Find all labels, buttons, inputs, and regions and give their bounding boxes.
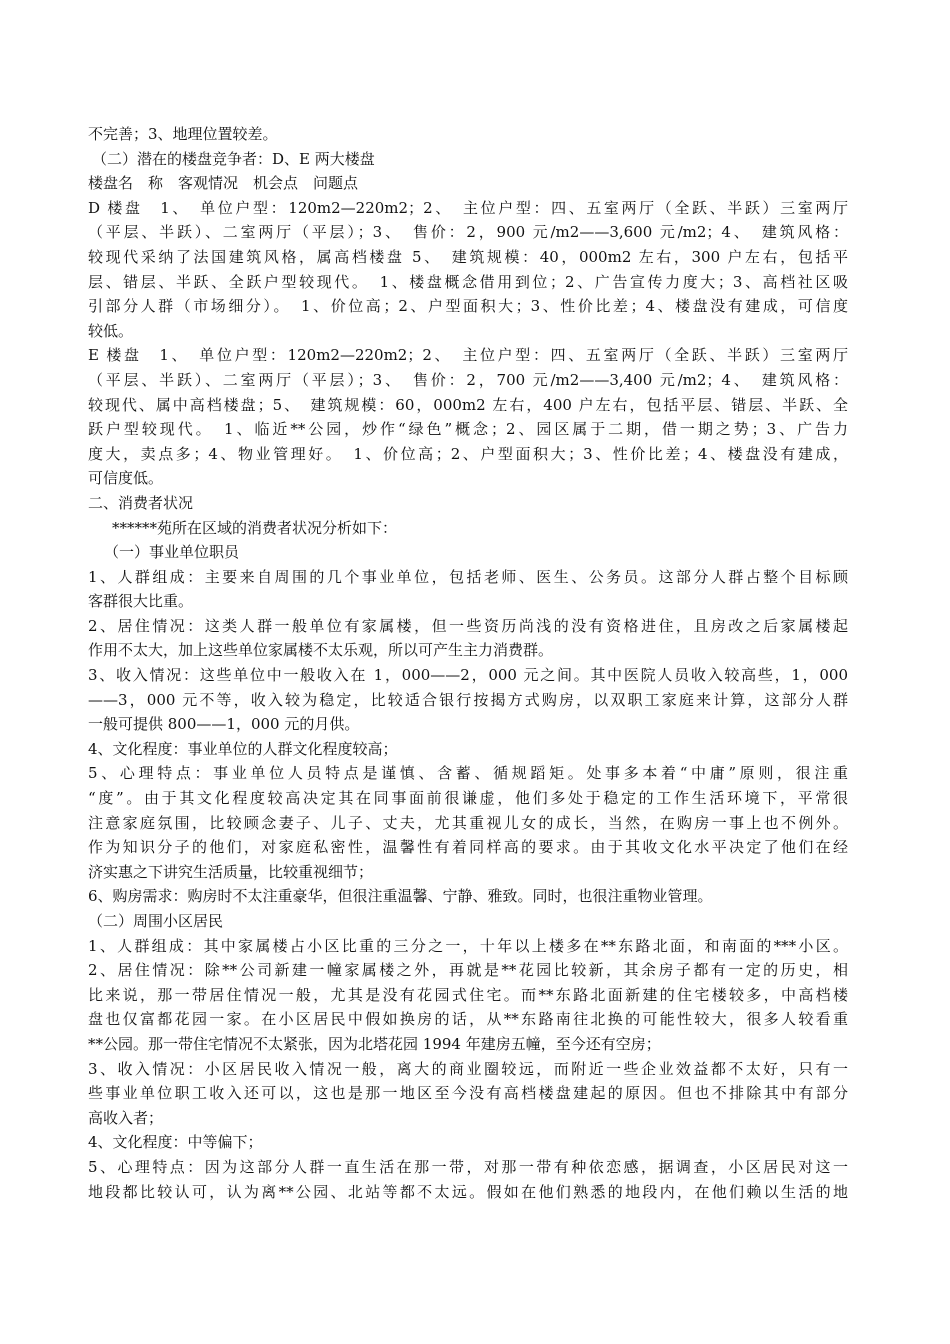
text-line: 不完善；3、地理位置较差。 [88,125,278,143]
text-line: 高收入者； [88,1108,164,1127]
text-line: 作为知识分子的他们，对家庭私密性，温馨性有着同样高的要求。由于其收文化水平决定了他们在经 [88,838,848,857]
text-line: 些事业单位职工收入还可以，这也是那一地区至今没有高档楼盘建起的原因。但也不排除其中有部分 [88,1084,848,1103]
text-line: 2、居住情况：这类人群一般单位有家属楼，但一些资历尚浅的没有资格进住，且房改之后家属楼起 [88,616,848,635]
text-line: **公园。那一带住宅情况不太紧张，因为北塔花园 1994 年建房五幢，至今还有空房； [88,1034,661,1053]
section-heading: （二）潜在的楼盘竞争者：D、E 两大楼盘 [92,149,375,168]
text-line: 注意家庭氛围，比较顾念妻子、儿子、丈夫，尤其重视儿女的成长，当然，在购房一事上也不例外。 [88,813,848,832]
text-line: 1、人群组成：主要来自周围的几个事业单位，包括老师、医生、公务员。这部分人群占整个目标顾 [88,567,848,586]
intro-line: ******苑所在区域的消费者状况分析如下： [112,518,398,537]
section-heading: 二、消费者状况 [88,493,194,512]
table-header-line: 楼盘名 称 客观情况 机会点 问题点 [88,174,359,193]
text-line: 引部分人群（市场细分）。 1、价位高；2、户型面积大；3、性价比差；4、楼盘没有建成，可信度 [88,297,848,316]
text-line: （平层、半跃）、二室两厅（平层）；3、 售价：2，900 元/m2——3,600 元/m2；4、 建筑风格： [88,223,848,242]
subsection-heading: （一）事业单位职员 [104,543,240,562]
text-line: 6、购房需求：购房时不太注重豪华，但很注重温馨、宁静、雅致。同时，也很注重物业管理。 [88,887,713,906]
text-line: 5、心理特点：事业单位人员特点是谨慎、含蓄、循规蹈矩。处事多本着“中庸”原则，很注重 [88,764,848,783]
text-line: 度大，卖点多；4、物业管理好。 1、价位高；2、户型面积大；3、性价比差；4、楼盘没有建成， [88,444,848,463]
text-line: 比来说，那一带居住情况一般，尤其是没有花园式住宅。而**东路北面新建的住宅楼较多，中高档楼 [88,985,848,1004]
text-line: 客群很大比重。 [88,592,194,611]
text-line: 2、居住情况：除**公司新建一幢家属楼之外，再就是**花园比较新，其余房子都有一定的历史，相 [88,961,848,980]
document-page [88,122,848,1204]
text-line: 3、收入情况：小区居民收入情况一般，离大的商业圈较远，而附近一些企业效益都不太好，只有一 [88,1059,848,1078]
text-line: 5、心理特点：因为这部分人群一直生活在那一带，对那一带有种依恋感，据调查，小区居民对这一 [88,1157,848,1176]
text-line: 济实惠之下讲究生活质量，比较重视细节； [88,862,374,881]
text-line: E 楼盘 1、 单位户型：120m2—220m2；2、 主位户型：四、五室两厅（全跃、半跃）三室两厅 [88,346,848,365]
text-line: （平层、半跃）、二室两厅（平层）；3、 售价：2，700 元/m2——3,400 元/m2；4、 建筑风格： [88,370,848,389]
text-line: 较现代、属中高档楼盘；5、 建筑规模：60，000m2 左右，400 户左右，包括平层、错层、半跃、全 [88,395,848,414]
text-line: “度”。由于其文化程度较高决定其在同事面前很谦虚，他们多处于稳定的工作生活环境下，平常很 [88,789,848,808]
text-line: 跃户型较现代。 1、临近**公园，炒作“绿色”概念；2、园区属于二期，借一期之势；3、广告力 [88,420,848,439]
text-line: 可信度低。 [88,469,164,488]
text-line: 作用不太大，加上这些单位家属楼不太乐观，所以可产生主力消费群。 [88,641,554,660]
text-line: 4、文化程度：中等偏下； [88,1133,263,1152]
text-line: 3、收入情况：这些单位中一般收入在 1，000——2，000 元之间。其中医院人员收入较高些，1，000 [88,666,848,685]
text-line: 4、文化程度：事业单位的人群文化程度较高； [88,739,398,758]
text-line: 1、人群组成：其中家属楼占小区比重的三分之一，十年以上楼多在**东路北面，和南面的***小区。 [88,936,848,955]
text-line: 较低。 [88,321,134,340]
text-line: ——3，000 元不等，收入较为稳定，比较适合银行按揭方式购房，以双职工家庭来计算，这部分人群 [88,690,848,709]
text-line: 地段都比较认可，认为离**公园、北站等都不太远。假如在他们熟悉的地段内，在他们赖以生活的地 [88,1182,848,1201]
subsection-heading: （二）周围小区居民 [88,912,224,930]
text-line: 一般可提供 800——1，000 元的月供。 [88,715,360,734]
text-line: 较现代采纳了法国建筑风格，属高档楼盘 5、 建筑规模：40，000m2 左右，300 户左右，包括平 [88,247,848,266]
text-line: 盘也仅富都花园一家。在小区居民中假如换房的话，从**东路南往北换的可能性较大，很多人较看重 [88,1010,848,1029]
text-line: 层、错层、半跃、全跃户型较现代。 1、楼盘概念借用到位；2、广告宣传力度大；3、高档社区吸 [88,272,848,291]
text-line: D 楼盘 1、 单位户型：120m2—220m2；2、 主位户型：四、五室两厅（全跃、半跃）三室两厅 [88,198,848,217]
